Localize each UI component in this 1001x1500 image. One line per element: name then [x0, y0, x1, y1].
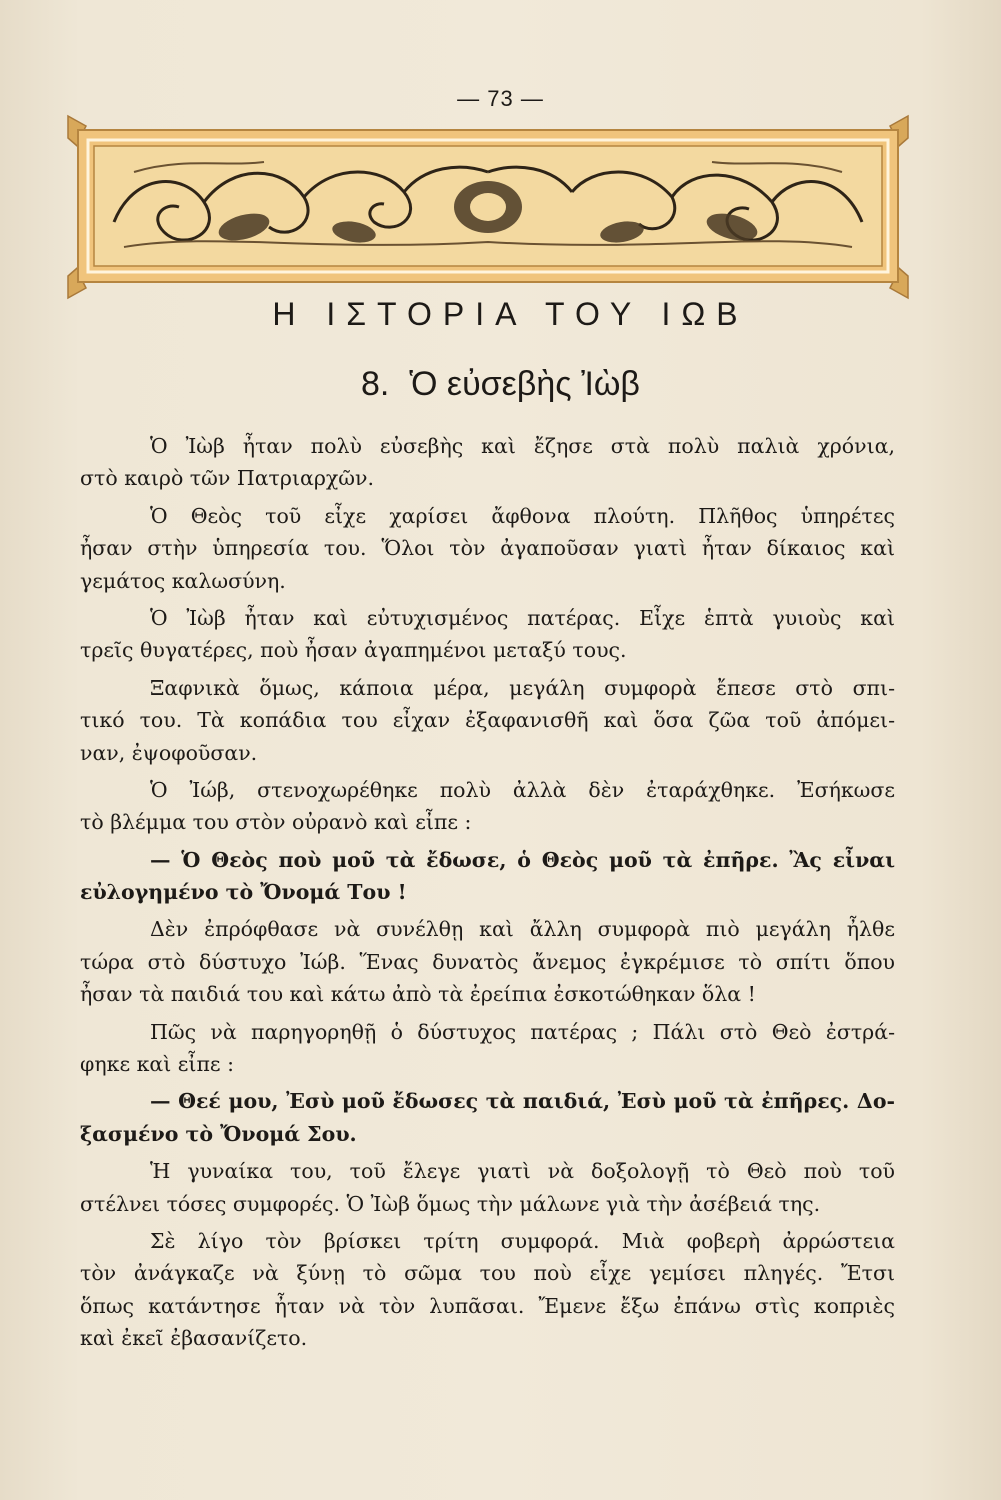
text-line: Ἡ γυναίκα του, τοῦ ἔλεγε γιατὶ νὰ δοξολογῇ τὸ Θεὸ ποὺ τοῦ — [150, 1159, 895, 1184]
text-line: τρεῖς θυγατέρες, ποὺ ἦσαν ἀγαπημένοι μεταξύ τους. — [80, 638, 627, 663]
text-line: ἦσαν στὴν ὑπηρεσία του. Ὅλοι τὸν ἀγαποῦσαν γιατὶ ἦταν δίκαιος καὶ — [80, 536, 895, 561]
text-line: Ὁ Ἰὼβ ἦταν καὶ εὐτυχισμένος πατέρας. Εἶχε ἑπτὰ γυιοὺς καὶ — [150, 605, 895, 630]
chapter-number: 8. — [361, 365, 390, 403]
text-line: — Ὁ Θεὸς ποὺ μοῦ τὰ ἔδωσε, ὁ Θεὸς μοῦ τὰ ἐπῆρε. Ἂς εἶναι — [150, 847, 895, 872]
page-number: — 73 — — [457, 86, 544, 111]
text-line: τὸν ἀνάγκαζε νὰ ξύνῃ τὸ σῶμα του ποὺ εἶχε γεμίσει πληγές. Ἔτσι — [80, 1261, 895, 1286]
text-line: στέλνει τόσες συμφορές. Ὁ Ἰὼβ ὅμως τὴν μάλωνε γιὰ τὴν ἀσέβειά της. — [80, 1191, 821, 1216]
text-line: ξασμένο τὸ Ὄνομά Σου. — [80, 1121, 357, 1146]
text-line: ὅπως κατάντησε ἦταν νὰ τὸν λυπᾶσαι. Ἔμενε ἔξω ἐπάνω στὶς κοπριὲς — [80, 1293, 895, 1318]
text-line: φηκε καὶ εἶπε : — [80, 1052, 234, 1077]
text-line: ναν, ἐψοφοῦσαν. — [80, 740, 258, 765]
book-title: Η ΙΣΤΟΡΙΑ ΤΟΥ ΙΩΒ — [272, 296, 749, 332]
text-line: τώρα στὸ δύστυχο Ἰώβ. Ἕνας δυνατὸς ἄνεμος ἐγκρέμισε τὸ σπίτι ὅπου — [80, 949, 895, 974]
chapter-heading — [0, 365, 1001, 404]
text-line: Ὁ Ἰὼβ ἦταν πολὺ εὐσεβὴς καὶ ἔζησε στὰ πολὺ παλιὰ χρόνια, — [150, 434, 895, 458]
text-line: στὸ καιρὸ τῶν Πατριαρχῶν. — [80, 466, 374, 491]
text-line: τικό του. Τὰ κοπάδια του εἶχαν ἐξαφανισθῆ καὶ ὅσα ζῶα τοῦ ἀπόμει- — [80, 708, 895, 733]
text-line: Δὲν ἐπρόφθασε νὰ συνέλθῃ καὶ ἄλλη συμφορὰ πιὸ μεγάλη ἦλθε — [150, 917, 895, 942]
body-text — [80, 430, 895, 1355]
text-line: Σὲ λίγο τὸν βρίσκει τρίτη συμφορά. Μιὰ φοβερὴ ἀρρώστεια — [150, 1228, 895, 1253]
text-line: Ξαφνικὰ ὅμως, κάποια μέρα, μεγάλη συμφορὰ ἔπεσε στὸ σπι- — [150, 675, 895, 700]
text-line: Πῶς νὰ παρηγορηθῇ ὁ δύστυχος πατέρας ; Πάλι στὸ Θεὸ ἐστρά- — [150, 1019, 895, 1044]
text-line: Ὁ Θεὸς τοῦ εἶχε χαρίσει ἄφθονα πλούτη. Πλῆθος ὑπηρέτες — [150, 503, 895, 528]
chapter-title: Ὁ εὐσεβὴς Ἰὼβ — [409, 365, 640, 403]
text-line: ἦσαν τὰ παιδιά του καὶ κάτω ἀπὸ τὰ ἐρείπια ἐσκοτώθηκαν ὅλα ! — [80, 982, 756, 1007]
text-line: Ὁ Ἰώβ, στενοχωρέθηκε πολὺ ἀλλὰ δὲν ἐταράχθηκε. Ἐσήκωσε — [150, 777, 895, 802]
text-line: καὶ ἐκεῖ ἐβασανίζετο. — [80, 1326, 308, 1351]
text-line: γεμάτος καλωσύνη. — [80, 568, 286, 593]
text-line: εὐλογημένο τὸ Ὄνομά Του ! — [80, 880, 407, 905]
decorative-header-ornament — [64, 112, 912, 302]
text-line: — Θεέ μου, Ἐσὺ μοῦ ἔδωσες τὰ παιδιά, Ἐσὺ μοῦ τὰ ἐπῆρες. Δο- — [150, 1089, 895, 1114]
text-line: τὸ βλέμμα του στὸν οὐρανὸ καὶ εἶπε : — [80, 810, 472, 835]
